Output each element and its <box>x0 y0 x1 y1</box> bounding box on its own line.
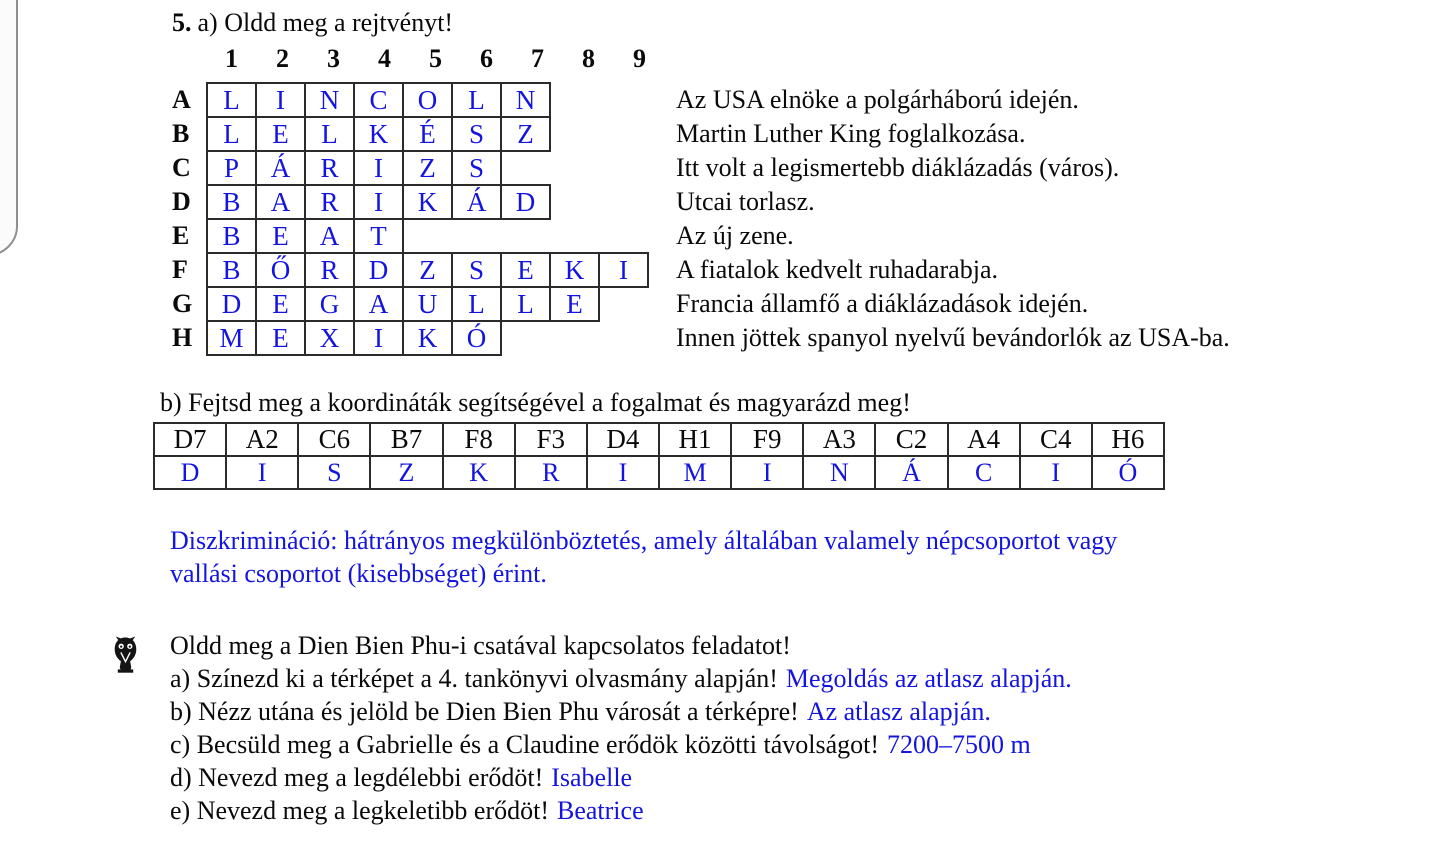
letter-cell: E <box>255 286 306 322</box>
row-label: B <box>172 119 190 148</box>
letter-cell: I <box>255 82 306 118</box>
letter-cell: L <box>451 82 502 118</box>
crossword-row <box>172 252 998 288</box>
row-clue: Itt volt a legismertebb diáklázadás (város). <box>676 153 1120 182</box>
letter-cell: L <box>304 116 355 152</box>
letter-cell: B <box>206 252 257 288</box>
letter-cell: P <box>206 150 257 186</box>
letter-cell: Á <box>451 184 502 220</box>
letter-cell: S <box>451 150 502 186</box>
letter-cell: D <box>353 252 404 288</box>
row-clue: A fiatalok kedvelt ruhadarabja. <box>676 255 998 284</box>
letter-cell: E <box>255 116 306 152</box>
coordinate-cell: C6 <box>298 423 370 456</box>
crossword-row <box>172 82 1079 118</box>
letter-cell: L <box>206 82 257 118</box>
letter-cell: K <box>402 184 453 220</box>
letter-cell: A <box>255 184 306 220</box>
letter-cell: S <box>451 252 502 288</box>
task5-number: 5. <box>172 8 192 37</box>
row-cells <box>206 252 649 288</box>
task5-title <box>172 8 453 38</box>
column-number: 2 <box>276 44 289 73</box>
row-clue: Francia államfő a diáklázadások idején. <box>676 289 1089 318</box>
row-label: D <box>172 187 191 216</box>
task6-block <box>170 629 1072 827</box>
crossword-row <box>172 150 1120 186</box>
row-label: C <box>172 153 191 182</box>
letter-cell: Z <box>402 252 453 288</box>
task6-item <box>170 662 1072 695</box>
solution-letter-cell: D <box>154 456 226 489</box>
column-number: 1 <box>225 44 238 73</box>
definition-line-1: Diszkrimináció: hátrányos megkülönböztetés, amely általában valamely népcsoportot vagy <box>170 526 1118 555</box>
coordinate-cell: F3 <box>515 423 587 456</box>
row-cells <box>206 184 551 220</box>
row-cells <box>206 320 502 356</box>
letter-cell: K <box>353 116 404 152</box>
owl-icon <box>110 636 141 673</box>
letter-cell: L <box>206 116 257 152</box>
letter-cell: A <box>353 286 404 322</box>
crossword-row <box>172 184 815 220</box>
letter-cell: I <box>598 252 649 288</box>
row-cells <box>206 150 502 186</box>
letter-cell: X <box>304 320 355 356</box>
column-number: 9 <box>633 44 646 73</box>
letter-cell: I <box>353 184 404 220</box>
solution-letter-cell: I <box>731 456 803 489</box>
task6-question: a) Színezd ki a térképet a 4. tankönyvi olvasmány alapján! <box>170 664 778 693</box>
letter-cell: R <box>304 184 355 220</box>
solution-letter-cell: Á <box>875 456 947 489</box>
letter-cell: Ó <box>451 320 502 356</box>
row-cells <box>206 116 551 152</box>
coordinate-cell: D4 <box>587 423 659 456</box>
row-clue: Martin Luther King foglalkozása. <box>676 119 1026 148</box>
letter-cell: A <box>304 218 355 254</box>
letter-cell: N <box>304 82 355 118</box>
letter-cell: L <box>500 286 551 322</box>
letter-cell: D <box>206 286 257 322</box>
task6-item <box>170 728 1072 761</box>
coordinate-cell: C4 <box>1020 423 1092 456</box>
letter-cell: K <box>402 320 453 356</box>
letter-cell: E <box>500 252 551 288</box>
row-label: H <box>172 323 193 352</box>
task6-item <box>170 695 1072 728</box>
task6-answer: Beatrice <box>557 796 644 825</box>
task5-title-text: a) Oldd meg a rejtvényt! <box>197 8 454 37</box>
letter-cell: Ő <box>255 252 306 288</box>
letter-cell: C <box>353 82 404 118</box>
letter-cell: K <box>549 252 600 288</box>
column-number: 8 <box>582 44 595 73</box>
letter-cell: E <box>255 218 306 254</box>
row-label: G <box>172 289 193 318</box>
row-label: E <box>172 221 190 250</box>
solution-letter-cell: N <box>803 456 875 489</box>
coordinates-table <box>153 422 1165 490</box>
task6-answer: Isabelle <box>551 763 633 792</box>
crossword-row <box>172 218 794 254</box>
coordinate-cell: A4 <box>948 423 1020 456</box>
solution-letter-cell: C <box>948 456 1020 489</box>
letter-cell: Z <box>402 150 453 186</box>
solution-letter-cell: I <box>587 456 659 489</box>
letter-cell: B <box>206 184 257 220</box>
letter-cell: R <box>304 150 355 186</box>
card-corner-edge <box>0 0 18 256</box>
row-clue: Innen jöttek spanyol nyelvű bevándorlók az USA-ba. <box>676 323 1230 352</box>
row-cells <box>206 82 551 118</box>
coordinate-cell: H1 <box>659 423 731 456</box>
task6-question: d) Nevezd meg a legdélebbi erődöt! <box>170 763 544 792</box>
crossword-column-numbers <box>206 44 665 74</box>
task6-answer: Az atlasz alapján. <box>806 697 991 726</box>
task6-item <box>170 794 1072 827</box>
letter-cell: M <box>206 320 257 356</box>
letter-cell: D <box>500 184 551 220</box>
coordinate-cell: C2 <box>875 423 947 456</box>
row-label: F <box>172 255 188 284</box>
letter-cell: T <box>353 218 404 254</box>
task6-question: e) Nevezd meg a legkeletibb erődöt! <box>170 796 549 825</box>
solution-letter-cell: R <box>515 456 587 489</box>
letter-cell: B <box>206 218 257 254</box>
row-clue: Az új zene. <box>676 221 794 250</box>
column-number: 6 <box>480 44 493 73</box>
letter-cell: Z <box>500 116 551 152</box>
coordinate-cell: D7 <box>154 423 226 456</box>
coordinate-cell: F9 <box>731 423 803 456</box>
solution-letter-cell: M <box>659 456 731 489</box>
crossword-grid <box>172 82 1412 372</box>
coordinates-row <box>154 423 1164 456</box>
column-number: 4 <box>378 44 391 73</box>
task6-item <box>170 761 1072 794</box>
row-cells <box>206 218 404 254</box>
row-clue: Az USA elnöke a polgárháború idején. <box>676 85 1079 114</box>
column-number: 7 <box>531 44 544 73</box>
coordinate-cell: A3 <box>803 423 875 456</box>
letter-cell: I <box>353 150 404 186</box>
crossword-row <box>172 320 1230 356</box>
task6-question: b) Nézz utána és jelöld be Dien Bien Phu városát a térképre! <box>170 697 799 726</box>
letter-cell: E <box>549 286 600 322</box>
column-number: 5 <box>429 44 442 73</box>
row-clue: Utcai torlasz. <box>676 187 815 216</box>
letter-cell: E <box>255 320 306 356</box>
column-number: 3 <box>327 44 340 73</box>
solution-letter-cell: Z <box>370 456 442 489</box>
task6-intro: Oldd meg a Dien Bien Phu-i csatával kapcsolatos feladatot! <box>170 631 791 660</box>
letter-cell: S <box>451 116 502 152</box>
letter-cell: G <box>304 286 355 322</box>
solution-letter-cell: I <box>1020 456 1092 489</box>
letter-cell: É <box>402 116 453 152</box>
part-b-title: b) Fejtsd meg a koordináták segítségével a fogalmat és magyarázd meg! <box>160 388 911 417</box>
letter-cell: O <box>402 82 453 118</box>
coordinate-cell: F8 <box>443 423 515 456</box>
task6-answer: 7200–7500 m <box>887 730 1031 759</box>
letter-cell: Á <box>255 150 306 186</box>
task6-question: c) Becsüld meg a Gabrielle és a Claudine erődök közötti távolságot! <box>170 730 879 759</box>
crossword-row <box>172 286 1089 322</box>
coordinate-cell: A2 <box>226 423 298 456</box>
letter-cell: R <box>304 252 355 288</box>
letter-cell: N <box>500 82 551 118</box>
solution-letter-cell: K <box>443 456 515 489</box>
solution-letter-cell: I <box>226 456 298 489</box>
crossword-row <box>172 116 1026 152</box>
row-label: A <box>172 85 191 114</box>
letter-cell: L <box>451 286 502 322</box>
task6-answer: Megoldás az atlasz alapján. <box>785 664 1072 693</box>
solution-letters-row <box>154 456 1164 489</box>
solution-letter-cell: S <box>298 456 370 489</box>
coordinate-cell: B7 <box>370 423 442 456</box>
solution-letter-cell: Ó <box>1092 456 1164 489</box>
letter-cell: U <box>402 286 453 322</box>
coordinate-cell: H6 <box>1092 423 1164 456</box>
row-cells <box>206 286 600 322</box>
letter-cell: I <box>353 320 404 356</box>
definition-line-2: vallási csoportot (kisebbséget) érint. <box>170 559 547 588</box>
definition-text <box>170 524 1310 590</box>
